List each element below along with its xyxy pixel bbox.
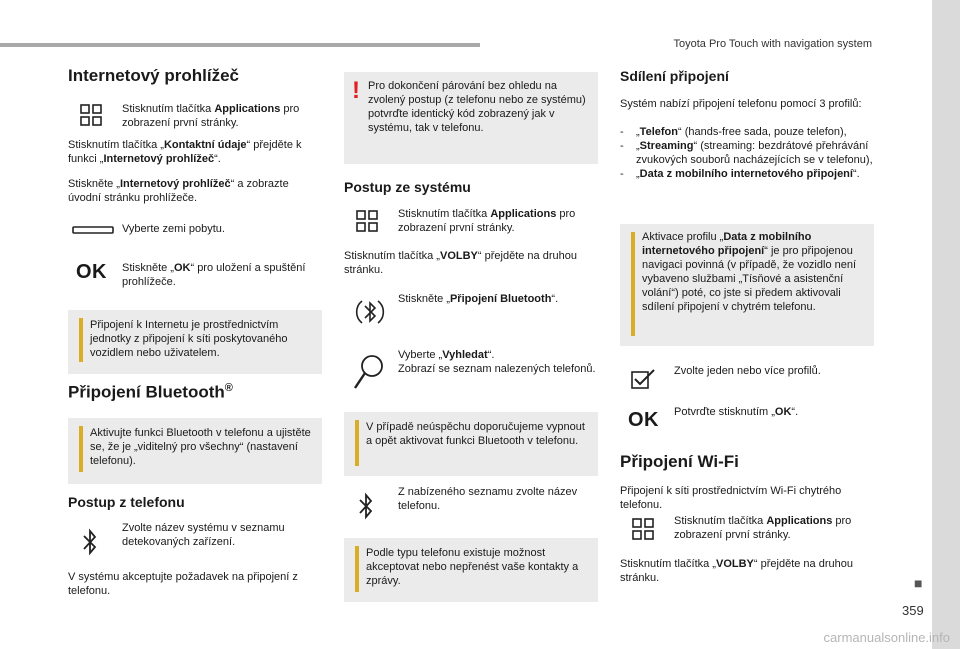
warning-box xyxy=(344,72,598,164)
profile-list xyxy=(620,125,874,181)
info-bar xyxy=(631,232,635,336)
phone-type-info-text: Podle typu telefonu existuje možnost akceptovat nebo nepřenést vaše kontakty a zprávy. xyxy=(366,547,579,587)
data-profile-info-box xyxy=(620,224,874,346)
watermark: carmanualsonline.info xyxy=(823,630,950,645)
info-bar xyxy=(355,420,359,466)
ok-step: Stiskněte „OK“ pro uložení a spuštění prohlížeče. xyxy=(122,262,306,288)
page-number: 359 xyxy=(902,603,924,618)
checkbox-icon xyxy=(630,368,658,390)
data-profile-info-text: Aktivace profilu „Data z mobilního internetového připojení“ je pro připojenou navigaci povinná (v případě, že vozidlo není vybaveno službami „Tísňové a asistenční volání“) poté, co jste si předem aktivovali sdílení připojení v chytrém telefonu. xyxy=(642,231,857,313)
sharing-intro: Systém nabízí připojení telefonu pomocí 3 profilů: xyxy=(620,98,862,110)
apps-grid-icon xyxy=(356,210,378,232)
system-volby-step: Stisknutím tlačítka „VOLBY“ přejděte na druhou stránku. xyxy=(344,250,577,276)
phone-procedure-heading: Postup z telefonu xyxy=(68,494,185,510)
ok-icon: OK xyxy=(76,261,107,283)
side-tab xyxy=(932,0,960,649)
failure-info-text: V případě neúspěchu doporučujeme vypnout a opět aktivovat funkci Bluetooth v telefonu. xyxy=(366,421,585,447)
phone-accept-step: V systému akceptujte požadavek na připojení z telefonu. xyxy=(68,571,298,597)
country-step: Vyberte zemi pobytu. xyxy=(122,223,225,235)
ok-icon: OK xyxy=(628,409,659,431)
failure-info-box xyxy=(344,412,598,476)
internet-browser-heading: Internetový prohlížeč xyxy=(68,66,239,85)
apps-grid-icon xyxy=(80,104,102,126)
bluetooth-icon xyxy=(80,528,100,558)
info-bar xyxy=(79,318,83,362)
bluetooth-info-text: Aktivujte funkci Bluetooth v telefonu a ujistěte se, že je „viditelný pro všechny“ (nastavení telefonu). xyxy=(90,427,311,467)
select-field-icon xyxy=(72,226,114,236)
apps-step: Stisknutím tlačítka Applications pro zobrazení první stránky. xyxy=(122,103,300,129)
bt-connection-step: Stiskněte „Připojení Bluetooth“. xyxy=(398,293,559,305)
continuation-mark: ■ xyxy=(914,575,923,591)
bluetooth-heading: Připojení Bluetooth® xyxy=(68,382,233,402)
wifi-volby-step: Stisknutím tlačítka „VOLBY“ přejděte na druhou stránku. xyxy=(620,558,853,584)
system-procedure-heading: Postup ze systému xyxy=(344,179,471,195)
phone-type-info-box xyxy=(344,538,598,602)
browser-step: Stiskněte „Internetový prohlížeč“ a zobrazte úvodní stránku prohlížeče. xyxy=(68,178,289,204)
contacts-step: Stisknutím tlačítka „Kontaktní údaje“ přejděte k funkci „Internetový prohlížeč“. xyxy=(68,139,302,165)
internet-info-box xyxy=(68,310,322,374)
wifi-heading: Připojení Wi-Fi xyxy=(620,452,739,471)
bluetooth-info-box xyxy=(68,418,322,484)
profile-item: - „Streaming“ (streaming: bezdrátové přehrávání zvukových souborů nacházejících se v telefonu), xyxy=(620,140,873,166)
select-phone-step: Z nabízeného seznamu zvolte název telefonu. xyxy=(398,486,578,512)
system-apps-step: Stisknutím tlačítka Applications pro zobrazení první stránky. xyxy=(398,208,576,234)
bluetooth-icon xyxy=(356,492,376,522)
warning-icon: ! xyxy=(352,77,360,104)
search-step: Vyberte „Vyhledat“. Zobrazí se seznam nalezených telefonů. xyxy=(398,349,596,375)
profiles-step: Zvolte jeden nebo více profilů. xyxy=(674,365,821,377)
profile-item: - „Data z mobilního internetového připojení“. xyxy=(620,168,860,180)
bluetooth-connect-icon xyxy=(350,292,390,332)
apps-grid-icon xyxy=(632,518,654,540)
header-rule xyxy=(0,43,480,47)
wifi-intro: Připojení k síti prostřednictvím Wi-Fi chytrého telefonu. xyxy=(620,485,842,511)
phone-select-step: Zvolte název systému v seznamu detekovaných zařízení. xyxy=(122,522,285,548)
header-title: Toyota Pro Touch with navigation system xyxy=(673,38,872,50)
profile-item: - „Telefon“ (hands-free sada, pouze telefon), xyxy=(620,126,847,138)
info-bar xyxy=(79,426,83,472)
wifi-apps-step: Stisknutím tlačítka Applications pro zobrazení první stránky. xyxy=(674,515,852,541)
connection-sharing-heading: Sdílení připojení xyxy=(620,68,729,84)
internet-info-text: Připojení k Internetu je prostřednictvím jednotky z připojení k síti poskytovaného vozidlem nebo uživatelem. xyxy=(90,319,288,359)
info-bar xyxy=(355,546,359,592)
warning-text: Pro dokončení párování bez ohledu na zvolený postup (z telefonu nebo ze systému) potvrďte identický kód zobrazený jak v systému, tak v telefonu. xyxy=(368,80,586,134)
confirm-step: Potvrďte stisknutím „OK“. xyxy=(674,406,799,418)
search-icon xyxy=(352,352,388,392)
